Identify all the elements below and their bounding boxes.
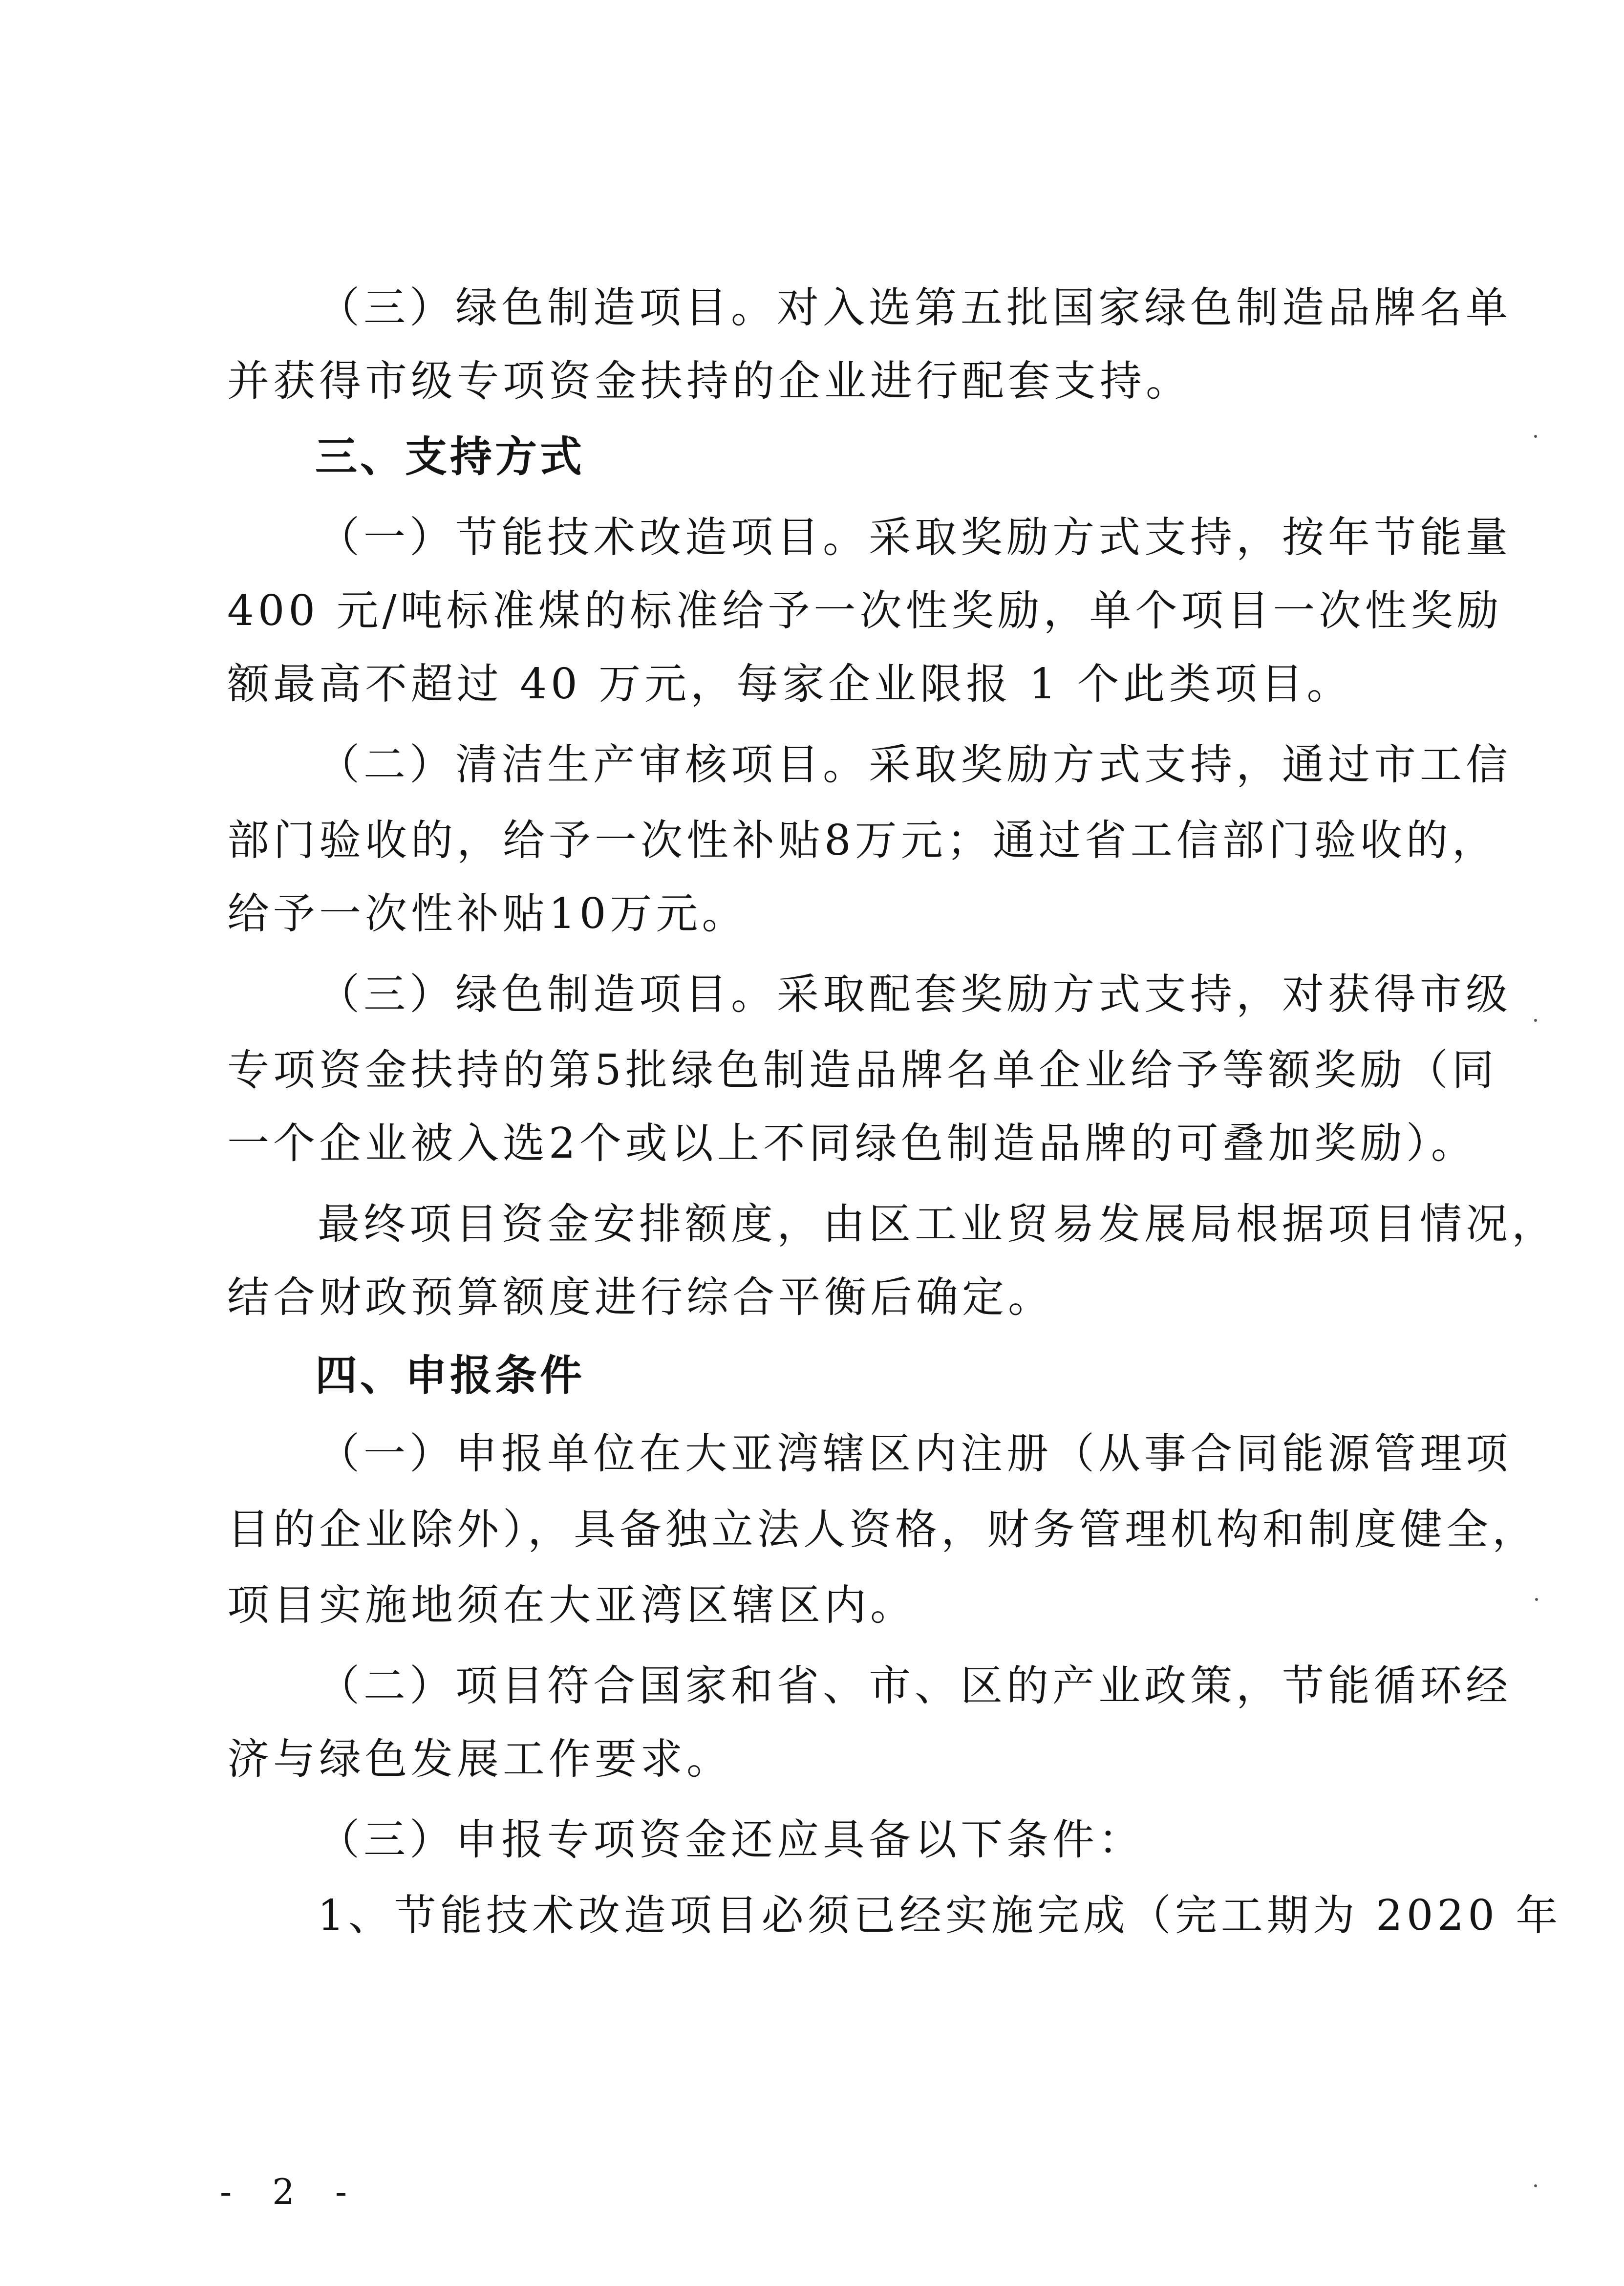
s3-item1-line3: 额最高不超过 40 万元，每家企业限报 1 个此类项目。 xyxy=(227,660,1353,709)
scan-speck xyxy=(1535,1598,1538,1601)
scan-speck xyxy=(1534,1019,1537,1022)
s3-item3-line1: （三）绿色制造项目。采取配套奖励方式支持，对获得市级 xyxy=(318,970,1512,1019)
s3-item1-line2: 400 元/吨标准煤的标准给予一次性奖励，单个项目一次性奖励 xyxy=(227,586,1503,635)
s3-item2-line2: 部门验收的，给予一次性补贴8万元；通过省工信部门验收的， xyxy=(227,816,1498,865)
s3-final-line2: 结合财政预算额度进行综合平衡后确定。 xyxy=(227,1273,1054,1322)
section4-heading: 四、申报条件 xyxy=(315,1351,585,1400)
s4-item1-line1: （一）申报单位在大亚湾辖区内注册（从事合同能源管理项 xyxy=(318,1429,1512,1478)
page-number: - 2 - xyxy=(220,2171,362,2212)
s3-item3-line2: 专项资金扶持的第5批绿色制造品牌名单企业给予等额奖励（同 xyxy=(227,1046,1498,1095)
s4-item3-1-line1: 1、节能技术改造项目必须已经实施完成（完工期为 2020 年 xyxy=(318,1891,1562,1940)
s3-item2-line1: （二）清洁生产审核项目。采取奖励方式支持，通过市工信 xyxy=(318,740,1512,789)
section3-heading: 三、支持方式 xyxy=(315,432,585,481)
s3-item2-line3: 给予一次性补贴10万元。 xyxy=(227,889,748,938)
scan-speck xyxy=(1534,2184,1537,2187)
s4-item2-line2: 济与绿色发展工作要求。 xyxy=(227,1735,732,1784)
s3-final-line1: 最终项目资金安排额度，由区工业贸易发展局根据项目情况， xyxy=(318,1200,1558,1249)
s4-item2-line1: （二）项目符合国家和省、市、区的产业政策，节能循环经 xyxy=(318,1661,1512,1710)
scan-speck xyxy=(1534,435,1537,438)
s4-item1-line2: 目的企业除外），具备独立法人资格，财务管理机构和制度健全， xyxy=(227,1505,1538,1554)
s4-item1-line3: 项目实施地须在大亚湾区辖区内。 xyxy=(227,1581,916,1630)
s3-item1-line1: （一）节能技术改造项目。采取奖励方式支持，按年节能量 xyxy=(318,513,1512,562)
s4-item3-line1: （三）申报专项资金还应具备以下条件： xyxy=(318,1815,1144,1864)
s3-item3-line3: 一个企业被入选2个或以上不同绿色制造品牌的可叠加奖励）。 xyxy=(227,1119,1477,1168)
green-item-line1: （三）绿色制造项目。对入选第五批国家绿色制造品牌名单 xyxy=(318,283,1512,332)
green-item-line2: 并获得市级专项资金扶持的企业进行配套支持。 xyxy=(227,357,1192,406)
